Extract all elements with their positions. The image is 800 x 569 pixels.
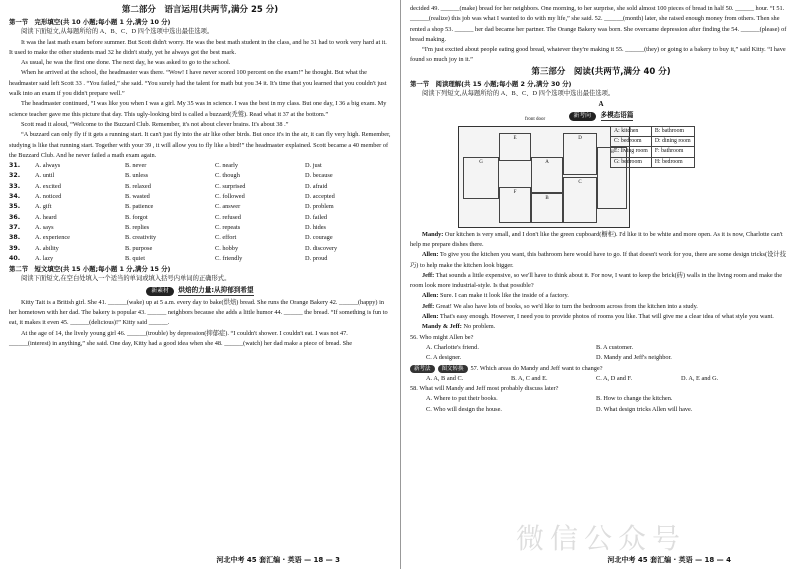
cloze-instructions: 阅读下面短文,从每题所给的 A、B、C、D 四个选项中选出最佳选项。 — [21, 28, 214, 36]
new-direction-tag: 新考向 — [569, 112, 596, 121]
room-d: D — [563, 133, 597, 175]
room-c: C — [563, 177, 597, 223]
part-three-title: 第三部分 阅读(共两节,满分 40 分) — [531, 66, 671, 77]
cloze-para-2: As usual, he was the first one done. The next day, he was asked to go to the school. — [21, 59, 231, 67]
dialog-line: Allen: To give you the kitchen you want, this bathroom here would have to go. If that doesn't work for you, there are some design tricks(设计技巧) to help make the kitchen look bigger. — [410, 251, 786, 269]
passage-tag-row — [410, 110, 792, 123]
question-57: 新考法 图文转换 57. Which areas do Mandy and Jeff want to change? A. A, B and C. B. A, C and E. C. A, D and F. D. A, E and G. — [410, 364, 792, 385]
gap-fill-para-3: decided 49. ______(make) bread for her neighbors. One morning, to her surprise, she sold almost 100 pieces of bread in half 50. ______ hour. “I 51. ______(realize) this job was what I wanted to do with my life,” she said. 52. ______(month) later, she raised enough money from others. Then she rented a shop 53. ______ her dad became her partner. The Orange Bakery was born. She overcame depression after finding the 54. ______(please) of bread making. — [410, 5, 787, 43]
page-footer-right: 河北中考 45 套汇编 · 英语 — 18 — 4 — [607, 556, 731, 564]
passage-topic-title: 烘焙的力量:从抑郁到希望 — [178, 285, 253, 296]
cloze-section-title: 第一节 完形填空(共 10 小题;每小题 1 分,满分 10 分) — [9, 18, 171, 26]
room-e: E — [499, 133, 531, 161]
gap-fill-para-4: “I'm just excited about people eating good bread, whatever they're making it 55. ______(they) or going to a bakery to buy it,” said Kitty. “I have found so much joy in it.” — [410, 46, 786, 64]
reading-section-title: 第一节 阅读理解(共 15 小题;每小题 2 分,满分 30 分) — [410, 79, 572, 88]
gap-fill-para-2: At the age of 14, the lively young girl 46. ______(trouble) by depression(抑郁症). “I couldn't shower. I couldn't eat. I was not 47. ______(interest) in anything,” she said. One day, Kitty had a good idea when she 48. ______(watch) her dad make a piece of bread. She — [9, 329, 353, 347]
option-row: 38. A. experience B. creativity C. effort D. courage — [9, 234, 333, 242]
cloze-para-1: It was the last math exam before summer. But Scott didn't worry. He was the best math student in the class, and he 31 had to work very hard at it. It used to make the other students mad 32 he didn't study, yet he always got the best mark. — [9, 38, 387, 56]
text-image-pill: 图文转换 — [438, 365, 468, 373]
cloze-para-5: Scott read it aloud, “Welcome to the Buzzard Club. Remember, it's not about clever brains. It's about 38 .” — [21, 120, 289, 128]
passage-label: A — [598, 100, 604, 109]
dialog-line: Mandy: Our kitchen is very small, and I don't like the green cupboard(橱柜). I'd like it to be white and more open. As it is now, Charlotte can't help me prepare dishes there. — [410, 230, 783, 248]
option-row: 35. A. gift B. patience C. answer D. problem — [9, 203, 334, 211]
front-door-label: front door — [525, 116, 546, 122]
right-page — [400, 0, 800, 569]
gap-fill-section-title: 第二节 短文填空(共 15 小题;每小题 1 分,满分 15 分) — [9, 265, 171, 274]
cloze-para-4: The headmaster continued, “I was like you when I was a girl. My 35 was in science. I was the best in my class. But one day, I 36 a big exam. My science teacher gave me this picture that day. This ugly-looking bird is called a buzzard(秃鹫). Read what it 37 at the bottom.” — [9, 100, 387, 118]
new-material-tag: 新素材 — [146, 287, 173, 296]
page-footer-left: 河北中考 45 套汇编 · 英语 — 18 — 3 — [216, 556, 340, 564]
cloze-para-6: “A buzzard can only fly if it gets a running start. It can't just fly into the air like other birds. But once it's in the air, it can fly very high. Remember, studying is like that running start. Together with your 39 , it will allow you to fly like a bird!” the headmaster explained. Scott became a 40 member of the Buzzard Club. And he never failed a math exam again. — [9, 131, 391, 159]
room-f: F — [499, 187, 531, 223]
option-row: 33. A. excited B. relaxed C. surprised D. afraid — [9, 182, 328, 190]
topic-tag-row — [9, 285, 391, 298]
cloze-para-3: When he arrived at the school, the headmaster was there. “Wow! I have never scored 100 percent on the exam!” he thought. But what the headmaster said left Scott 33 . “You failed,” she said. “You surely had the talent for math but you 34 it. It's time that you learned that you couldn't just walk into an exam if you didn't prepare well.” — [9, 69, 387, 98]
reading-instructions: 阅读下列短文,从每题所给的 A、B、C、D 四个选项中选出最佳选项。 — [422, 90, 615, 98]
dialog-line: Jeff: Great! We also have lots of books, so we'd like to turn the bedroom across from the kitchen into a study. — [422, 302, 698, 310]
room-b: B — [531, 193, 563, 223]
part-two-title: 第二部分 语言运用(共两节,满分 25 分) — [121, 5, 279, 15]
question-58: 58. What will Mandy and Jeff most probably discuss later? A. Where to put their books. B. How to change the kitchen. C. Who will design the house. D. What design tricks Allen will have. — [410, 385, 693, 413]
room-g: G — [463, 157, 499, 199]
room-legend: A: kitchen B: bathroom C: bedroom D: dining room E: living room F: bathroom G: bedroom H: bedroom — [610, 126, 695, 169]
option-row: 31. A. always B. never C. nearly D. just — [9, 162, 322, 170]
option-row: 40. A. lazy B. quiet C. friendly D. proud — [9, 254, 328, 262]
left-column — [9, 4, 391, 349]
room-a: A — [531, 157, 563, 193]
option-row: 39. A. ability B. purpose C. hobby D. discovery — [9, 244, 338, 252]
gap-fill-para-1: Kitty Tait is a British girl. She 41. ______(wake) up at 5 a.m. every day to bake(烘焙) bread. She runs the Orange Bakery 42. ______(happy) in her hometown with her dad. The bakery is popular 43. ______ neighbors because she adds a little humor 44. ______ the bread. “If something is fun to eat, it makes it even 45. ______(delicious)!” Kitty said ______. — [9, 298, 388, 327]
multimodal-title: 多模态语篇 — [601, 110, 634, 121]
dialog-line: Mandy & Jeff: No problem. — [422, 323, 496, 331]
watermark: 微信公众号 — [515, 522, 686, 555]
dialog-line: Allen: That's easy enough. However, I need you to provide photos of rooms you like. That will give me a clear idea of what style you want. — [422, 313, 774, 321]
cloze-options — [9, 161, 391, 264]
question-56: 56. Who might Allen be? A. Charlotte's friend. B. A customer. C. A designer. D. Mandy and Jeff's neighbor. — [410, 333, 672, 362]
option-row: 32. A. until B. unless C. though D. because — [9, 172, 333, 180]
option-row: 34. A. noticed B. wasted C. followed D. accepted — [9, 193, 335, 201]
gap-fill-instructions: 阅读下面短文,在空白处填入一个适当的单词或填入括号内单词的正确形式。 — [21, 275, 231, 283]
new-method-pill: 新考法 — [410, 365, 435, 373]
room-h: H — [597, 147, 627, 209]
option-row: 37. A. says B. replies C. repeats D. hides — [9, 223, 326, 231]
option-row: 36. A. heard B. forgot C. refused D. failed — [9, 213, 328, 221]
floor-plan — [458, 116, 630, 228]
right-column — [410, 4, 792, 415]
floor-plan-area — [410, 116, 792, 230]
dialog-line: Jeff: That sounds a little expensive, so we'll have to think about it. For now, I want to keep the brick(砖) walls in the living room and make the room look more industrial-style. Is that possible? — [410, 271, 782, 290]
dialog-line: Allen: Sure. I can make it look like the inside of a factory. — [422, 292, 569, 300]
dialog — [410, 230, 792, 333]
